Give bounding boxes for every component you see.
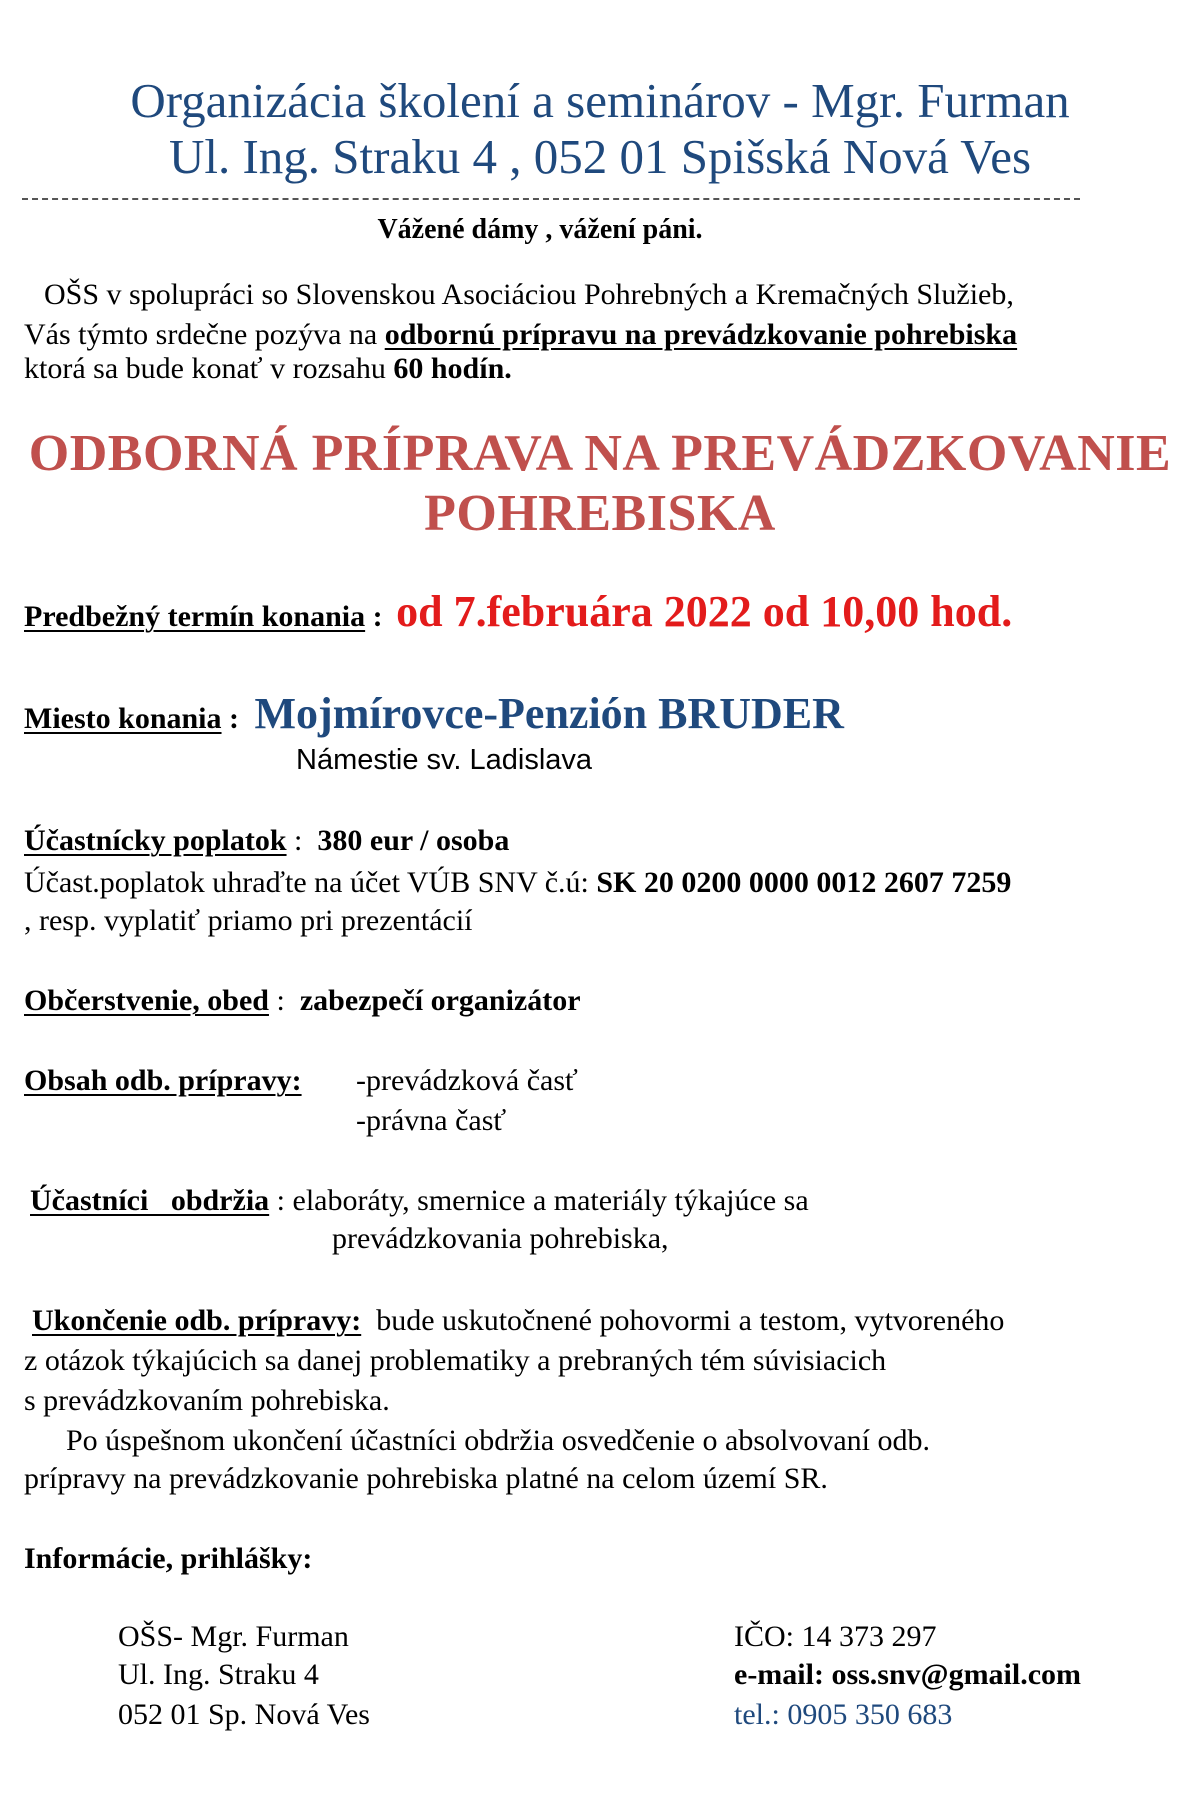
- content-label: Obsah odb. prípravy:: [24, 1064, 302, 1097]
- fee-value: 380 eur / osoba: [317, 824, 510, 857]
- place-label: Miesto konania: [24, 702, 222, 735]
- term-label: Predbežný termín konania: [24, 600, 366, 633]
- info-ico: IČO: 14 373 297: [734, 1620, 937, 1653]
- term-separator: :: [365, 600, 391, 633]
- refreshments-label: Občerstvenie, obed: [24, 984, 269, 1017]
- receive-row: [30, 1184, 809, 1218]
- completion-label: Ukončenie odb. prípravy:: [32, 1304, 362, 1337]
- header-address-line: Ul. Ing. Straku 4 , 052 01 Spišská Nová Ves: [168, 129, 1032, 184]
- greeting: Vážené dámy , vážení páni.: [377, 214, 703, 245]
- intro-line-1: OŠS v spolupráci so Slovenskou Asociáciou Pohrebných a Kremačných Služieb,: [44, 278, 1014, 311]
- term-value: od 7.februára 2022 od 10,00 hod.: [396, 587, 1013, 636]
- info-address-line-1: OŠS- Mgr. Furman: [118, 1620, 349, 1653]
- term-row: [24, 586, 1012, 637]
- fee-label: Účastnícky poplatok: [24, 824, 287, 857]
- refreshments-row: [24, 984, 581, 1018]
- header-divider: [22, 198, 1080, 200]
- header-org-line: Organizácia školení a seminárov - Mgr. Furman: [130, 73, 1070, 128]
- place-row: [24, 688, 844, 739]
- info-email[interactable]: e-mail: oss.snv@gmail.com: [734, 1658, 1082, 1691]
- fee-account-row: [24, 866, 1011, 900]
- receive-separator: :: [269, 1184, 293, 1217]
- fee-separator: :: [286, 824, 318, 857]
- fee-account-prefix: Účast.poplatok uhraďte na účet VÚB SNV č.ú:: [24, 866, 597, 899]
- info-address-line-3: 052 01 Sp. Nová Ves: [118, 1698, 370, 1731]
- completion-line-4: Po úspešnom ukončení účastníci obdržia osvedčenie o absolvovaní odb.: [66, 1424, 930, 1457]
- completion-line-1: bude uskutočnené pohovormi a testom, vytvoreného: [361, 1304, 1005, 1337]
- place-address: Námestie sv. Ladislava: [296, 744, 593, 776]
- fee-iban: SK 20 0200 0000 0012 2607 7259: [596, 866, 1012, 899]
- place-separator: :: [221, 702, 247, 735]
- content-item-1: -prevádzková časť: [356, 1064, 578, 1097]
- completion-line-5: prípravy na prevádzkovanie pohrebiska platné na celom území SR.: [24, 1462, 828, 1495]
- content-item-2: -právna časť: [356, 1104, 507, 1137]
- intro-course-link: odbornú prípravu na prevádzkovanie pohrebiska: [384, 318, 1018, 351]
- fee-row: [24, 824, 509, 858]
- receive-label: Účastníci obdržia: [30, 1184, 270, 1217]
- refreshments-value: zabezpečí organizátor: [299, 984, 581, 1017]
- completion-row: [32, 1304, 1004, 1338]
- place-venue: Mojmírovce-Penzión BRUDER: [254, 689, 844, 738]
- completion-line-3: s prevádzkovaním pohrebiska.: [24, 1384, 390, 1417]
- info-address-line-2: Ul. Ing. Straku 4: [118, 1658, 319, 1691]
- intro-line-2: [24, 318, 1017, 352]
- info-heading: Informácie, prihlášky:: [24, 1542, 313, 1575]
- page-title-line-2: POHREBISKA: [424, 485, 776, 542]
- refreshments-separator: :: [268, 984, 300, 1017]
- intro-line-3: [24, 352, 512, 386]
- page-title-line-1: ODBORNÁ PRÍPRAVA NA PREVÁDZKOVANIE: [28, 425, 1172, 482]
- receive-line-2: prevádzkovania pohrebiska,: [332, 1222, 669, 1255]
- intro-hours: 60 hodín.: [393, 352, 512, 385]
- info-phone[interactable]: tel.: 0905 350 683: [734, 1698, 953, 1731]
- receive-line-1: elaboráty, smernice a materiály týkajúce sa: [292, 1184, 809, 1217]
- completion-line-2: z otázok týkajúcich sa danej problematiky a prebraných tém súvisiacich: [24, 1344, 887, 1377]
- fee-note: , resp. vyplatiť priamo pri prezentácií: [24, 904, 473, 937]
- intro-line-3-prefix: ktorá sa bude konať v rozsahu: [24, 352, 394, 385]
- intro-line-2-prefix: Vás týmto srdečne pozýva na: [24, 318, 385, 351]
